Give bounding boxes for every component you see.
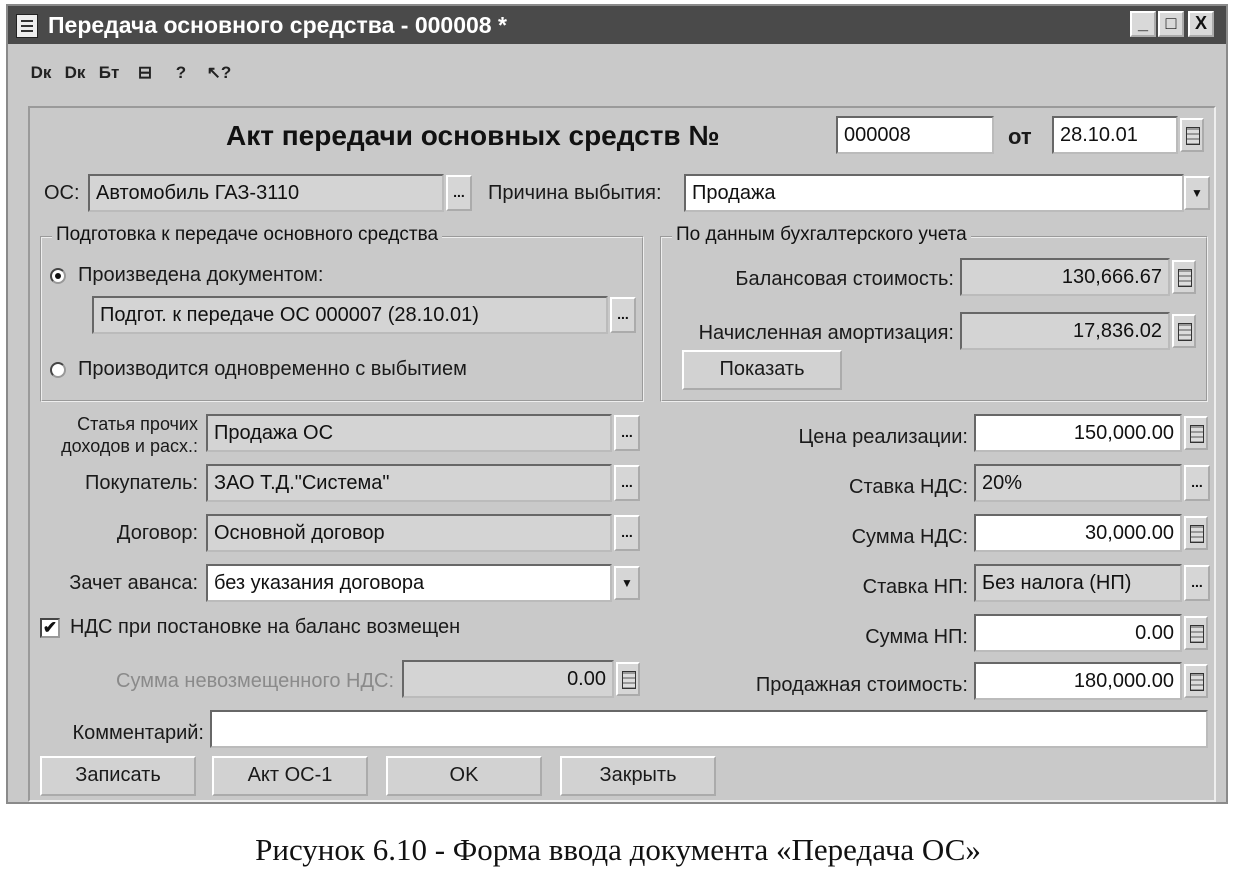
asset-select-button[interactable]: ... [446,175,472,211]
reason-dropdown-icon[interactable]: ▼ [1184,176,1210,210]
doc-number-input[interactable]: 000008 [836,116,994,154]
reason-select[interactable]: Продажа [684,174,1184,212]
ok-button[interactable]: OK [386,756,542,796]
unrecovered-vat-calculator-icon[interactable] [616,662,640,696]
radio-by-document-label: Произведена документом: [78,264,324,286]
maximize-button[interactable]: □ [1158,11,1184,37]
advance-select[interactable]: без указания договора [206,564,612,602]
sale-cost-calculator-icon[interactable] [1184,664,1208,698]
document-icon [16,14,38,38]
asset-label: ОС: [44,182,80,204]
buyer-label: Покупатель: [84,472,198,494]
unrecovered-vat-value: 0.00 [402,660,614,698]
reason-label: Причина выбытия: [488,182,662,204]
vat-refunded-label: НДС при постановке на баланс возмещен [70,616,461,638]
balance-value: 130,666.67 [960,258,1170,296]
toolbar-dt-icon[interactable]: Dк [30,63,52,82]
amortization-label: Начисленная амортизация: [698,322,954,344]
toolbar-dk-icon[interactable]: Dк [64,63,86,82]
vat-refunded-checkbox[interactable]: ✔ [40,618,60,638]
article-select-button[interactable]: ... [614,415,640,451]
radio-by-document[interactable] [50,268,66,284]
preparation-group [40,224,644,402]
comment-label: Комментарий: [72,722,204,744]
sale-cost-label: Продажная стоимость: [755,674,968,696]
toolbar-form-icon[interactable]: ⊟ [137,63,153,82]
document-window [6,4,1228,804]
balance-label: Балансовая стоимость: [735,268,954,290]
show-button[interactable]: Показать [682,350,842,390]
close-button[interactable]: Закрыть [560,756,716,796]
buyer-select-button[interactable]: ... [614,465,640,501]
prep-document-input[interactable]: Подгот. к передаче ОС 000007 (28.10.01) [92,296,608,334]
form-heading: Акт передачи основных средств № [226,120,720,151]
context-help-icon[interactable]: ↖? [206,63,232,82]
calendar-icon[interactable] [1180,118,1204,152]
close-window-button[interactable]: X [1188,11,1214,37]
sale-cost-input[interactable]: 180,000.00 [974,662,1182,700]
amortization-calculator-icon[interactable] [1172,314,1196,348]
title-bar[interactable] [8,6,1226,44]
accounting-legend: По данным бухгалтерского учета [672,224,971,246]
np-sum-label: Сумма НП: [865,626,968,648]
save-button[interactable]: Записать [40,756,196,796]
price-calculator-icon[interactable] [1184,416,1208,450]
price-input[interactable]: 150,000.00 [974,414,1182,452]
contract-select-button[interactable]: ... [614,515,640,551]
article-label-line2: доходов и расх.: [61,436,198,456]
amortization-value: 17,836.02 [960,312,1170,350]
help-icon[interactable]: ? [175,63,187,82]
np-rate-select-button[interactable]: ... [1184,565,1210,601]
balance-calculator-icon[interactable] [1172,260,1196,294]
vat-rate-select-button[interactable]: ... [1184,465,1210,501]
radio-simultaneous-label: Производится одновременно с выбытием [78,358,467,380]
minimize-button[interactable]: _ [1130,11,1156,37]
vat-sum-label: Сумма НДС: [851,526,968,548]
advance-dropdown-icon[interactable]: ▼ [614,566,640,600]
preparation-legend: Подготовка к передаче основного средства [52,224,442,246]
buyer-input[interactable]: ЗАО Т.Д."Система" [206,464,612,502]
radio-simultaneous[interactable] [50,362,66,378]
act-os1-button[interactable]: Акт ОС-1 [212,756,368,796]
advance-label: Зачет аванса: [69,572,198,594]
np-rate-input[interactable]: Без налога (НП) [974,564,1182,602]
vat-sum-calculator-icon[interactable] [1184,516,1208,550]
np-sum-calculator-icon[interactable] [1184,616,1208,650]
price-label: Цена реализации: [798,426,968,448]
vat-rate-label: Ставка НДС: [849,476,968,498]
np-rate-label: Ставка НП: [862,576,968,598]
vat-rate-input[interactable]: 20% [974,464,1182,502]
toolbar-structure-icon[interactable]: Бт [98,63,120,82]
asset-input[interactable]: Автомобиль ГАЗ-3110 [88,174,444,212]
article-input[interactable]: Продажа ОС [206,414,612,452]
accounting-group [660,224,1208,402]
contract-input[interactable]: Основной договор [206,514,612,552]
article-label-line1: Статья прочих [77,414,198,434]
date-label: от [1008,124,1032,149]
comment-input[interactable] [210,710,1208,748]
figure-caption: Рисунок 6.10 - Форма ввода документа «Передача ОС» [255,832,981,867]
contract-label: Договор: [116,522,198,544]
np-sum-input[interactable]: 0.00 [974,614,1182,652]
window-title: Передача основного средства - 000008 * [48,12,507,38]
date-input[interactable]: 28.10.01 [1052,116,1178,154]
prep-document-select-button[interactable]: ... [610,297,636,333]
form-panel [28,106,1216,802]
vat-sum-input[interactable]: 30,000.00 [974,514,1182,552]
unrecovered-vat-label: Сумма невозмещенного НДС: [116,670,394,692]
